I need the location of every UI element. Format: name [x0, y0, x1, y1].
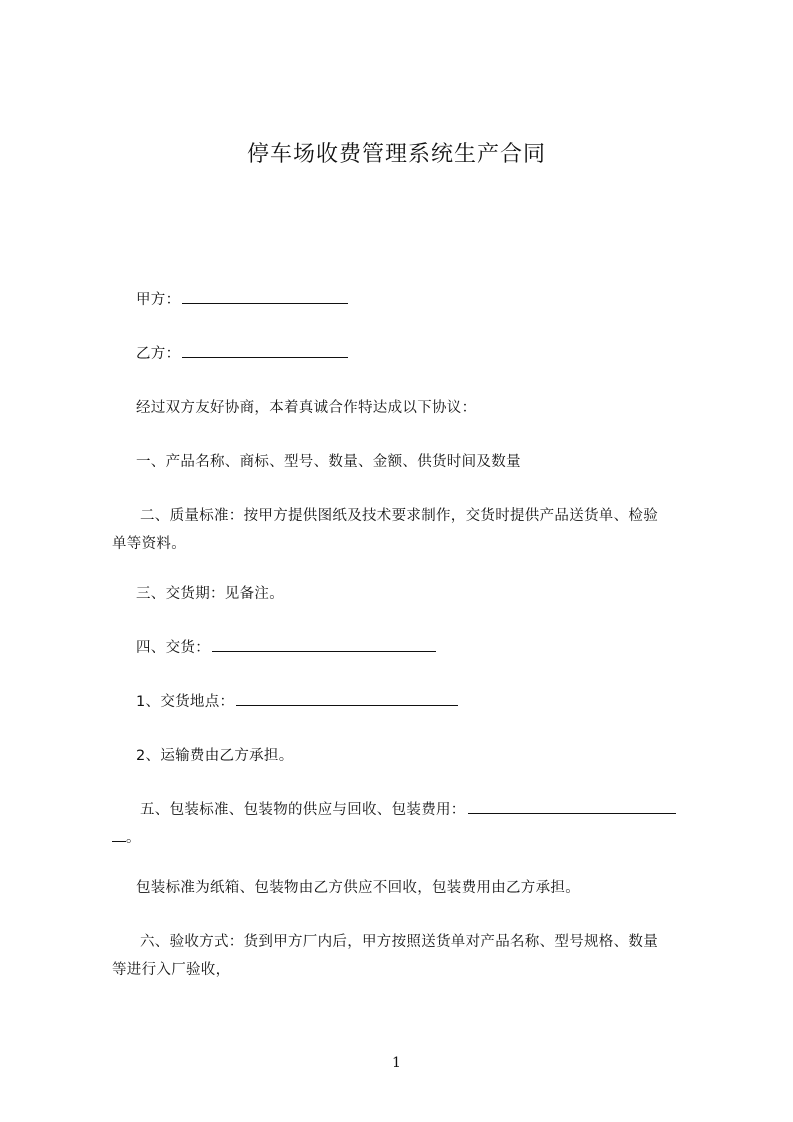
clause-4-2: 2、运输费由乙方承担。 [136, 748, 294, 764]
clause-4-1-label: 1、交货地点： [136, 694, 235, 710]
clause-5-line-2 [112, 824, 712, 852]
clause-5-blank [468, 798, 676, 814]
party-a-blank [182, 288, 348, 304]
clause-5-detail: 包装标准为纸箱、包装物由乙方供应不回收，包装费用由乙方承担。 [136, 880, 580, 896]
clause-2 [112, 502, 712, 558]
party-b-label: 乙方： [136, 346, 181, 362]
clause-6-line-1: 六、验收方式：货到甲方厂内后，甲方按照送货单对产品名称、型号规格、数量 [140, 934, 658, 950]
clause-6 [112, 928, 712, 984]
clause-5-label: 五、包装标准、包装物的供应与回收、包装费用： [140, 802, 466, 818]
party-a-line [112, 286, 712, 314]
party-a-label: 甲方： [136, 292, 181, 308]
clause-3: 三、交货期：见备注。 [136, 586, 284, 602]
clause-2-line-2: 单等资料。 [112, 536, 186, 552]
clause-6-line-2: 等进行入厂验收， [112, 962, 231, 978]
clause-5-end: 。 [126, 830, 141, 846]
party-b-line [112, 340, 712, 368]
clause-2-line-1: 二、质量标准：按甲方提供图纸及技术要求制作，交货时提供产品送货单、检验 [140, 508, 658, 524]
intro-paragraph: 经过双方友好协商，本着真诚合作特达成以下协议： [136, 400, 477, 416]
clause-4-line [112, 634, 712, 662]
clause-4-blank [212, 636, 436, 652]
clause-5-blank-cont [112, 826, 126, 842]
document-title: 停车场收费管理系统生产合同 [246, 142, 546, 167]
party-b-blank [182, 342, 348, 358]
page-number: 1 [392, 1055, 401, 1071]
clause-4-label: 四、交货： [136, 640, 210, 656]
clause-5-line-1 [112, 796, 712, 824]
clause-4-1-blank [236, 690, 458, 706]
clause-4-1-line [112, 688, 712, 716]
clause-5 [112, 796, 712, 852]
clause-1: 一、产品名称、商标、型号、数量、金额、供货时间及数量 [136, 454, 521, 470]
